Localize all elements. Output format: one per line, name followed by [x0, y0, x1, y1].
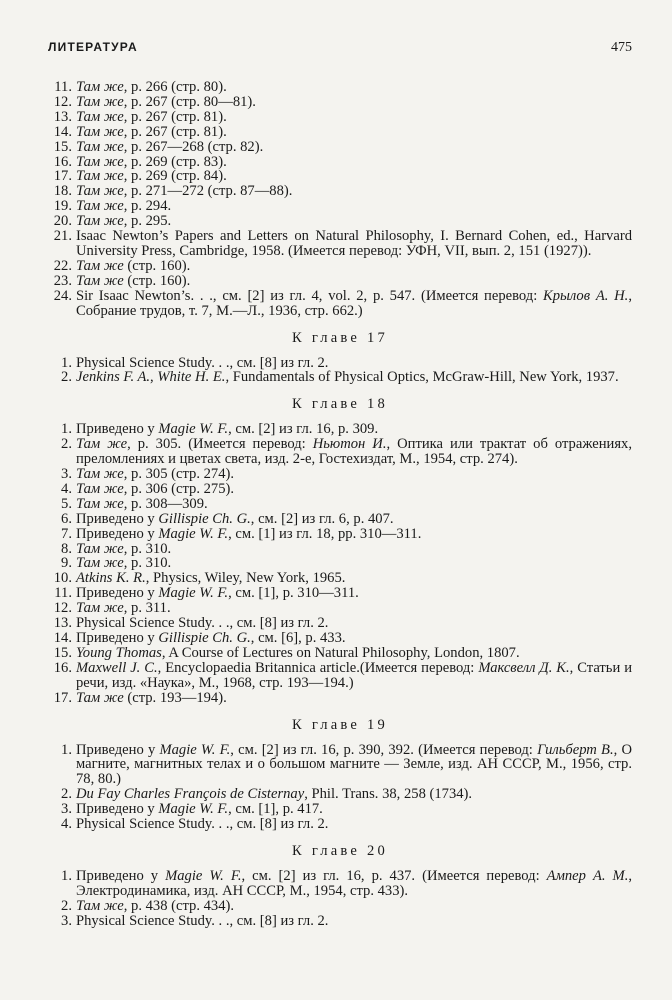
- reference-text: Physical Science Study. . ., см. [8] из гл. 2.: [76, 354, 329, 371]
- reference-entry: [48, 289, 632, 319]
- reference-text: Physical Science Study. . ., см. [8] из гл. 2.: [76, 615, 329, 632]
- reference-number: 1.: [61, 741, 72, 758]
- reference-number: 24.: [53, 287, 72, 304]
- reference-text: Там же, р. 438 (стр. 434).: [76, 897, 235, 914]
- reference-entry: [48, 422, 632, 437]
- reference-entry: [48, 229, 632, 259]
- reference-text: Приведено у Magie W. F., см. [2] из гл. 16, р. 309.: [76, 421, 379, 438]
- reference-entry: [48, 184, 632, 199]
- reference-number: 16.: [53, 659, 72, 676]
- reference-text: Приведено у Magie W. F., см. [2] из гл. 16, р. 390, 392. (Имеется перевод: Гильберт В., О магните, магнитных телах и о большом магните — Земле, изд. АН СССР, М., 1956, стр. 78, 80.): [76, 741, 633, 788]
- reference-text: Du Fay Charles François de Cisternay, Phil. Trans. 38, 258 (1734).: [76, 786, 473, 803]
- reference-number: 6.: [61, 510, 72, 527]
- reference-text: Там же, р. 310.: [76, 555, 172, 572]
- reference-text: Там же, р. 310.: [76, 540, 172, 557]
- reference-number: 1.: [61, 421, 72, 438]
- reference-number: 9.: [61, 555, 72, 572]
- reference-number: 18.: [53, 183, 72, 200]
- reference-number: 10.: [53, 570, 72, 587]
- reference-number: 16.: [53, 153, 72, 170]
- reference-text: Там же, р. 267 (стр. 80—81).: [76, 93, 256, 110]
- chapter-heading: К главе 18: [292, 396, 388, 413]
- reference-entry: [48, 274, 632, 289]
- reference-number: 5.: [61, 495, 72, 512]
- reference-entry: [48, 586, 632, 601]
- reference-entry: [48, 169, 632, 184]
- reference-entry: [48, 527, 632, 542]
- reference-number: 3.: [61, 466, 72, 483]
- reference-number: 13.: [53, 108, 72, 125]
- reference-entry: [48, 140, 632, 155]
- reference-number: 13.: [53, 615, 72, 632]
- reference-number: 23.: [53, 272, 72, 289]
- reference-number: 12.: [53, 93, 72, 110]
- reference-text: Там же, р. 269 (стр. 83).: [76, 153, 227, 170]
- reference-entry: [48, 899, 632, 914]
- reference-text: Там же, р. 295.: [76, 213, 172, 230]
- reference-text: Там же, р. 269 (стр. 84).: [76, 168, 227, 185]
- reference-entry: [48, 370, 632, 385]
- reference-number: 3.: [61, 801, 72, 818]
- reference-text: Maxwell J. C., Encyclopaedia Britannica article.(Имеется перевод: Максвелл Д. К., Статьи и речи, изд. «Наука», М., 1968, стр. 193—194.): [76, 659, 633, 691]
- reference-entry: [48, 95, 632, 110]
- reference-entry: [48, 571, 632, 586]
- reference-text: Physical Science Study. . ., см. [8] из гл. 2.: [76, 816, 329, 833]
- reference-text: Приведено у Gillispie Ch. G., см. [6], р. 433.: [76, 630, 346, 646]
- reference-text: Приведено у Magie W. F., см. [2] из гл. 16, р. 437. (Имеется перевод: Ампер А. М., Электродинамика, изд. АН СССР, М., 1954, стр. 433).: [76, 867, 632, 899]
- reference-entry: [48, 482, 632, 497]
- reference-number: 11.: [54, 79, 72, 95]
- reference-number: 17.: [53, 168, 72, 185]
- reference-entry: [48, 467, 632, 482]
- reference-text: Там же (стр. 160).: [76, 272, 191, 289]
- reference-section: [48, 330, 632, 386]
- reference-text: Приведено у Magie W. F., см. [1] из гл. 18, рр. 310—311.: [76, 525, 422, 542]
- reference-number: 22.: [53, 257, 72, 274]
- reference-entry: [48, 214, 632, 229]
- reference-text: Там же, р. 306 (стр. 275).: [76, 480, 235, 497]
- reference-section: [48, 717, 632, 832]
- reference-number: 2.: [61, 436, 72, 453]
- reference-list: [48, 80, 632, 929]
- reference-entry: [48, 914, 632, 929]
- reference-number: 11.: [54, 585, 72, 602]
- reference-number: 1.: [61, 867, 72, 884]
- reference-number: 20.: [53, 213, 72, 230]
- reference-number: 14.: [53, 630, 72, 646]
- reference-number: 3.: [61, 912, 72, 929]
- reference-section: [48, 396, 632, 705]
- reference-entry: [48, 616, 632, 631]
- reference-text: Jenkins F. A., White H. E., Fundamentals of Physical Optics, McGraw-Hill, New York, 1937.: [76, 369, 619, 386]
- reference-entry: [48, 437, 632, 467]
- reference-entry: [48, 80, 632, 95]
- reference-number: 21.: [53, 228, 72, 245]
- reference-number: 2.: [61, 897, 72, 914]
- reference-number: 17.: [53, 689, 72, 706]
- reference-entry: [48, 691, 632, 706]
- reference-entry: [48, 817, 632, 832]
- reference-text: Isaac Newton’s Papers and Letters on Natural Philosophy, I. Bernard Cohen, ed., Harvard University Press, Cambridge, 1958. (Имеется перевод: УФН, VII, вып. 2, 151 (1927)).: [76, 228, 632, 259]
- reference-entry: [48, 110, 632, 125]
- reference-text: Там же, р. 305 (стр. 274).: [76, 466, 235, 483]
- reference-text: Atkins K. R., Physics, Wiley, New York, 1965.: [76, 570, 346, 587]
- reference-entry: [48, 646, 632, 661]
- reference-text: Там же (стр. 193—194).: [76, 689, 227, 706]
- reference-section: [48, 843, 632, 929]
- reference-section: [48, 80, 632, 319]
- reference-text: Там же, р. 294.: [76, 198, 172, 215]
- reference-number: 12.: [53, 600, 72, 617]
- reference-text: Там же (стр. 160).: [76, 257, 191, 274]
- reference-text: Там же, р. 305. (Имеется перевод: Ньютон И., Оптика или трактат об отражениях, преломлениях и цветах света, изд. 2-е, Гостехиздат, М., 1954, стр. 274).: [76, 436, 632, 468]
- reference-text: Там же, р. 308—309.: [76, 495, 208, 512]
- reference-entry: [48, 802, 632, 817]
- reference-entry: [48, 743, 632, 788]
- reference-number: 2.: [61, 369, 72, 386]
- reference-text: Приведено у Gillispie Ch. G., см. [2] из гл. 6, р. 407.: [76, 510, 394, 527]
- reference-entry: [48, 869, 632, 899]
- reference-number: 4.: [61, 480, 72, 497]
- reference-number: 14.: [53, 123, 72, 140]
- chapter-heading: К главе 17: [292, 329, 388, 346]
- reference-number: 7.: [61, 525, 72, 542]
- reference-entry: [48, 542, 632, 557]
- running-header-title: ЛИТЕРАТУРА: [48, 40, 138, 54]
- reference-entry: [48, 356, 632, 371]
- reference-entry: [48, 631, 632, 646]
- reference-number: 19.: [53, 198, 72, 215]
- reference-entry: [48, 661, 632, 691]
- chapter-heading: К главе 20: [292, 842, 388, 859]
- reference-number: 8.: [61, 540, 72, 557]
- reference-entry: [48, 125, 632, 140]
- reference-entry: [48, 787, 632, 802]
- reference-text: Sir Isaac Newton’s. . ., см. [2] из гл. 4, vol. 2, р. 547. (Имеется перевод: Крылов А. Н., Собрание трудов, т. 7, М.—Л., 1936, стр. 662.): [76, 287, 632, 319]
- reference-entry: [48, 512, 632, 527]
- reference-text: Там же, р. 311.: [76, 600, 171, 617]
- reference-text: Physical Science Study. . ., см. [8] из гл. 2.: [76, 912, 329, 929]
- reference-number: 15.: [53, 138, 72, 155]
- reference-number: 1.: [61, 354, 72, 371]
- reference-text: Там же, р. 266 (стр. 80).: [76, 79, 227, 95]
- reference-text: Приведено у Magie W. F., см. [1], р. 310—311.: [76, 585, 359, 602]
- reference-text: Young Thomas, A Course of Lectures on Natural Philosophy, London, 1807.: [76, 644, 520, 661]
- reference-number: 15.: [53, 644, 72, 661]
- reference-entry: [48, 556, 632, 571]
- reference-text: Там же, р. 267 (стр. 81).: [76, 123, 227, 140]
- reference-entry: [48, 601, 632, 616]
- reference-text: Там же, р. 267 (стр. 81).: [76, 108, 227, 125]
- reference-entry: [48, 199, 632, 214]
- reference-text: Приведено у Magie W. F., см. [1], р. 417.: [76, 801, 323, 818]
- reference-entry: [48, 155, 632, 170]
- reference-number: 2.: [61, 786, 72, 803]
- reference-entry: [48, 497, 632, 512]
- reference-entry: [48, 259, 632, 274]
- reference-text: Там же, р. 267—268 (стр. 82).: [76, 138, 264, 155]
- page-number: 475: [611, 40, 632, 55]
- reference-text: Там же, р. 271—272 (стр. 87—88).: [76, 183, 293, 200]
- chapter-heading: К главе 19: [292, 716, 388, 733]
- reference-number: 4.: [61, 816, 72, 833]
